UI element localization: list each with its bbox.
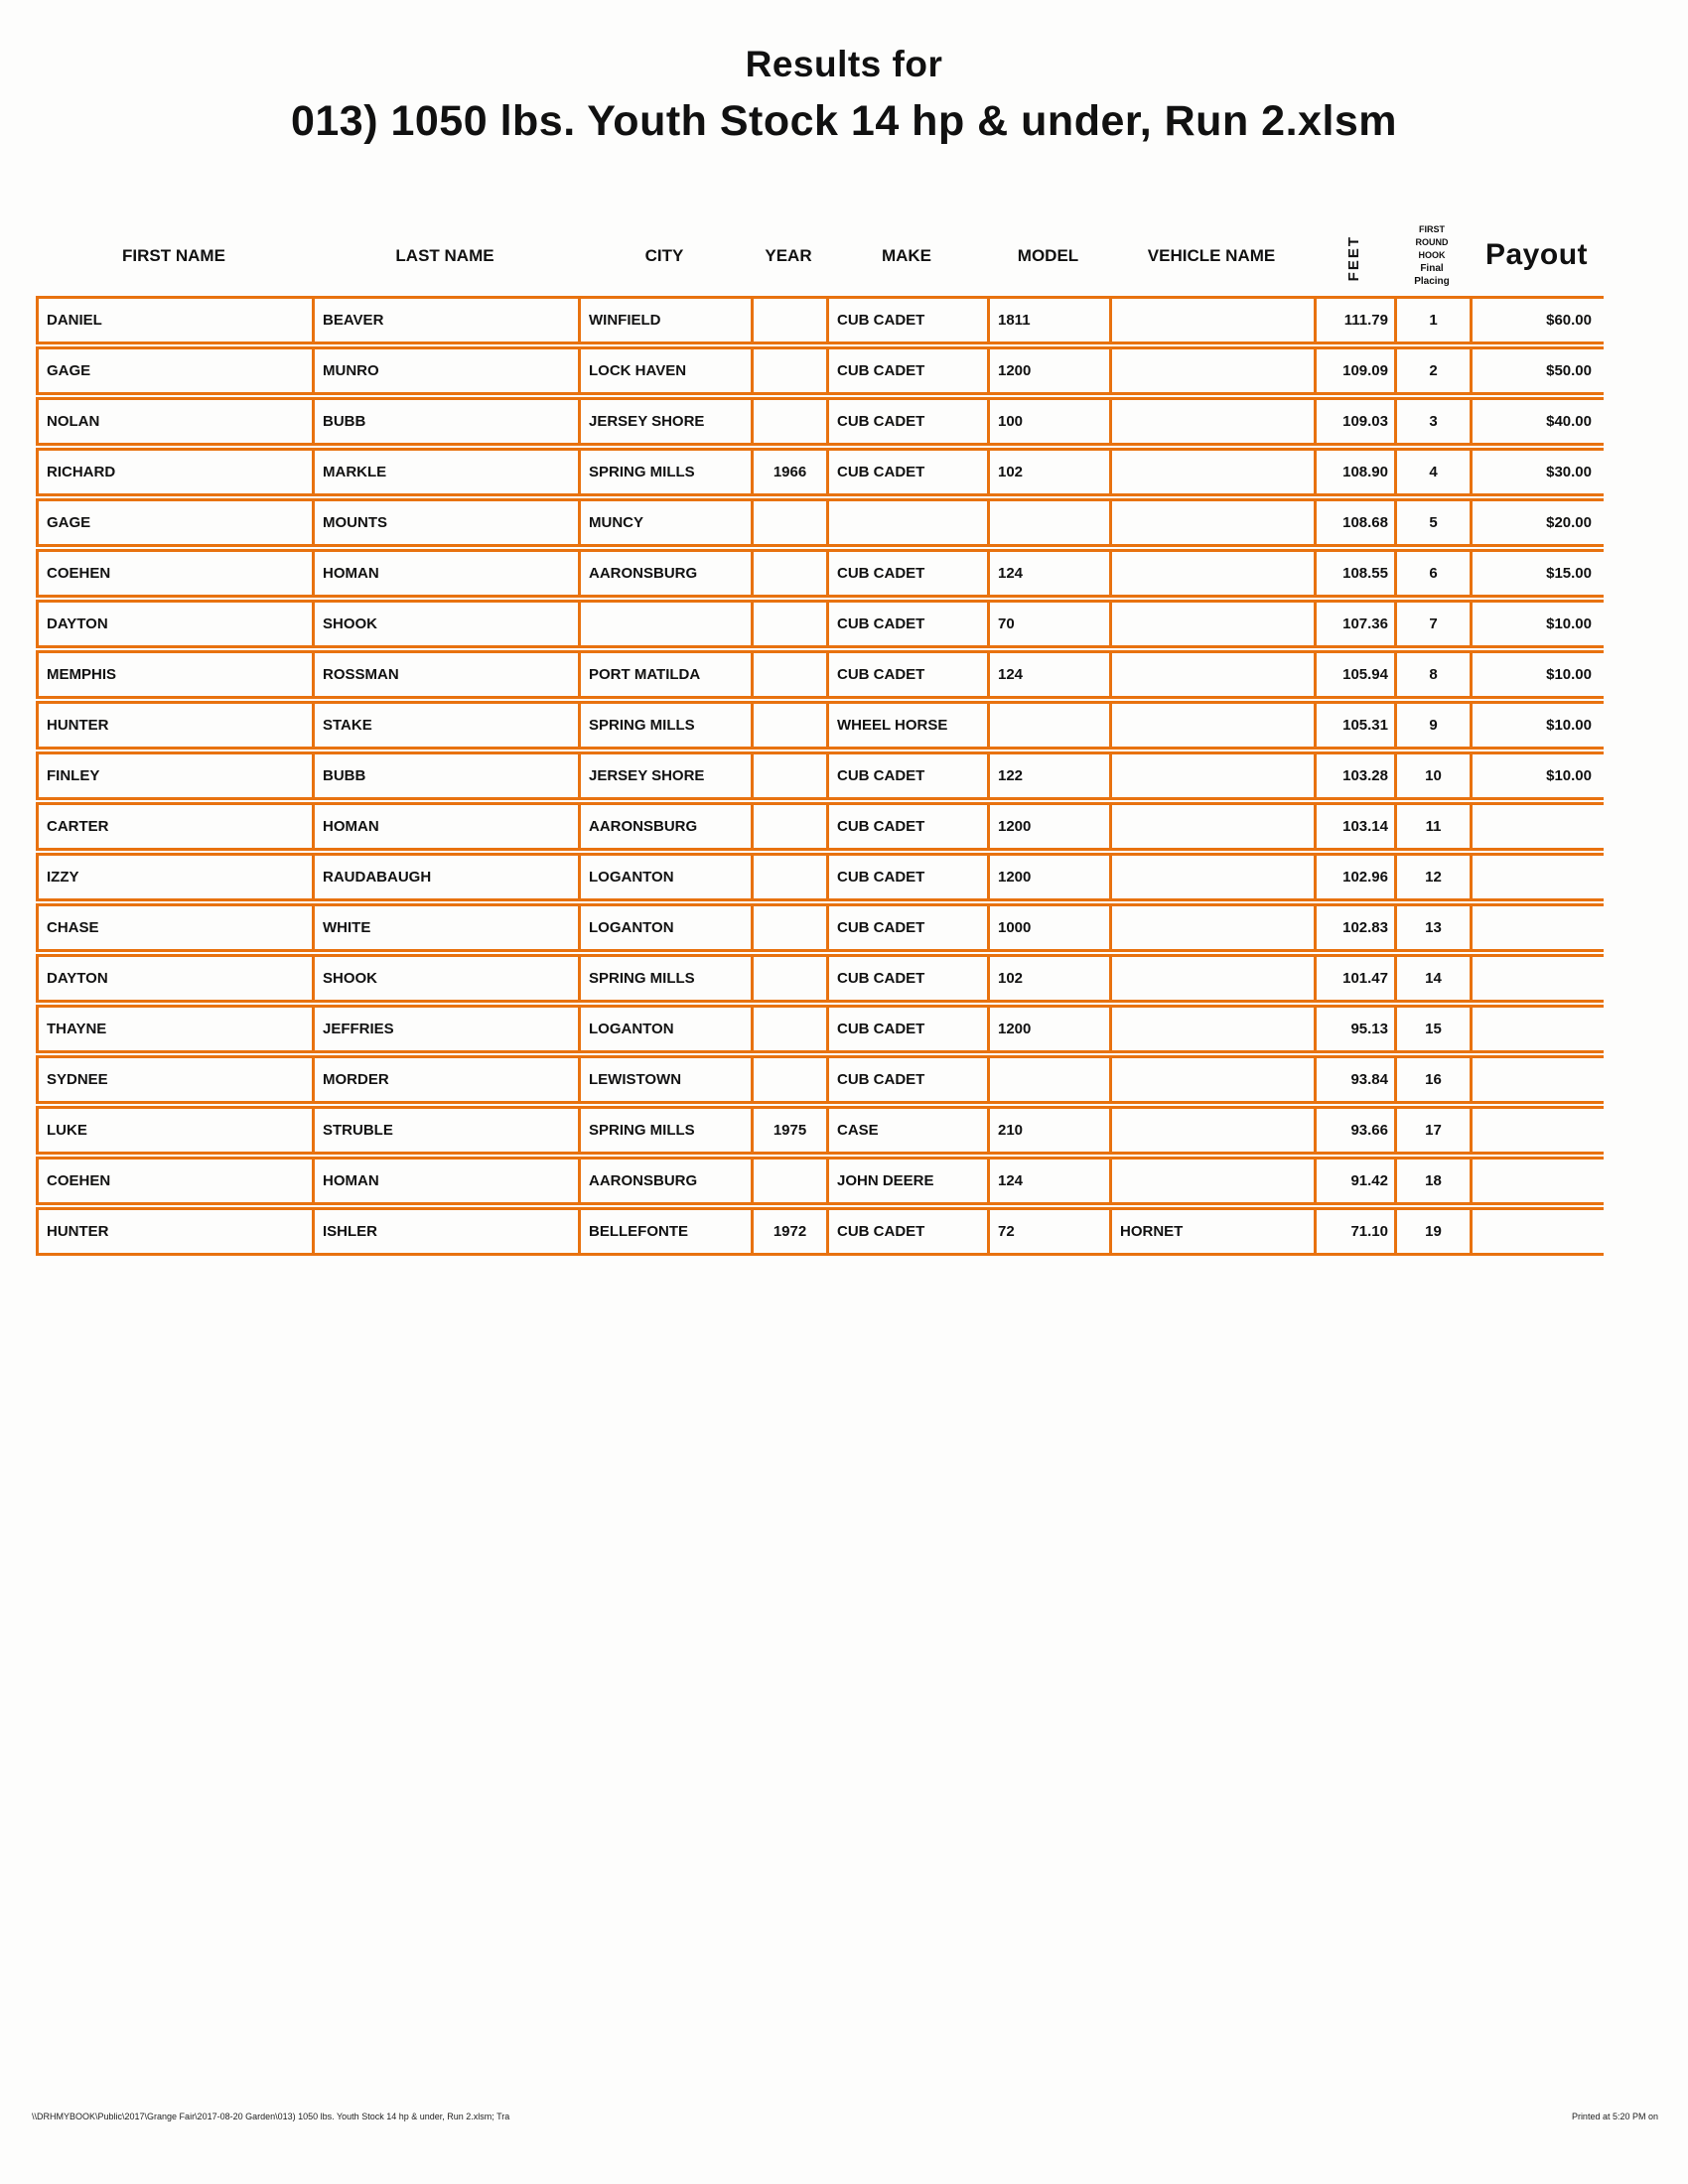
cell-feet: 71.10 <box>1314 1207 1394 1256</box>
cell-vehicle-name <box>1109 498 1314 547</box>
table-row <box>36 549 1604 598</box>
cell-city <box>578 600 751 648</box>
cell-last-name: ISHLER <box>312 1207 578 1256</box>
cell-model: 1200 <box>987 346 1109 395</box>
cell-make: CUB CADET <box>826 903 987 952</box>
cell-feet: 111.79 <box>1314 296 1394 344</box>
cell-feet: 105.94 <box>1314 650 1394 699</box>
cell-vehicle-name <box>1109 1157 1314 1205</box>
cell-vehicle-name <box>1109 1005 1314 1053</box>
cell-make: CUB CADET <box>826 1055 987 1104</box>
table-row <box>36 600 1604 648</box>
cell-year <box>751 600 826 648</box>
cell-last-name: RAUDABAUGH <box>312 853 578 901</box>
table-row <box>36 448 1604 496</box>
cell-first-name: COEHEN <box>36 549 312 598</box>
cell-placing: 11 <box>1394 802 1470 851</box>
cell-last-name: HOMAN <box>312 802 578 851</box>
cell-vehicle-name <box>1109 346 1314 395</box>
col-header-vehicle-name: VEHICLE NAME <box>1147 246 1276 265</box>
cell-city: JERSEY SHORE <box>578 751 751 800</box>
cell-model <box>987 1055 1109 1104</box>
cell-last-name: BEAVER <box>312 296 578 344</box>
cell-city: LEWISTOWN <box>578 1055 751 1104</box>
table-row <box>36 397 1604 446</box>
table-row <box>36 1106 1604 1155</box>
cell-placing: 14 <box>1394 954 1470 1003</box>
cell-model: 1200 <box>987 853 1109 901</box>
cell-make: CUB CADET <box>826 346 987 395</box>
cell-last-name: BUBB <box>312 751 578 800</box>
hook-line-1: FIRST <box>1419 224 1445 234</box>
cell-make: CUB CADET <box>826 600 987 648</box>
cell-last-name: SHOOK <box>312 954 578 1003</box>
cell-payout <box>1470 853 1604 901</box>
cell-placing: 5 <box>1394 498 1470 547</box>
cell-payout: $30.00 <box>1470 448 1604 496</box>
cell-last-name: MOUNTS <box>312 498 578 547</box>
col-header-first-round-hook <box>1394 152 1470 294</box>
cell-make: CUB CADET <box>826 751 987 800</box>
footer-printed-note: Printed at 5:20 PM on <box>1571 2112 1658 2121</box>
cell-feet: 93.66 <box>1314 1106 1394 1155</box>
cell-first-name: LUKE <box>36 1106 312 1155</box>
cell-first-name: RICHARD <box>36 448 312 496</box>
cell-vehicle-name: HORNET <box>1109 1207 1314 1256</box>
table-row <box>36 346 1604 395</box>
cell-payout <box>1470 1207 1604 1256</box>
table-row <box>36 853 1604 901</box>
cell-payout: $10.00 <box>1470 701 1604 750</box>
cell-last-name: BUBB <box>312 397 578 446</box>
cell-payout: $10.00 <box>1470 751 1604 800</box>
cell-first-name: HUNTER <box>36 1207 312 1256</box>
cell-city: WINFIELD <box>578 296 751 344</box>
table-row <box>36 954 1604 1003</box>
cell-first-name: IZZY <box>36 853 312 901</box>
cell-model: 122 <box>987 751 1109 800</box>
cell-last-name: HOMAN <box>312 549 578 598</box>
cell-make: WHEEL HORSE <box>826 701 987 750</box>
col-header-first-name: FIRST NAME <box>122 246 225 265</box>
hook-line-2: ROUND <box>1415 237 1449 247</box>
page-title-block <box>0 0 1688 146</box>
cell-make: CUB CADET <box>826 954 987 1003</box>
cell-payout <box>1470 1157 1604 1205</box>
cell-make: CUB CADET <box>826 549 987 598</box>
cell-last-name: MARKLE <box>312 448 578 496</box>
cell-last-name: MORDER <box>312 1055 578 1104</box>
cell-vehicle-name <box>1109 1106 1314 1155</box>
cell-vehicle-name <box>1109 802 1314 851</box>
cell-city: SPRING MILLS <box>578 448 751 496</box>
cell-city: JERSEY SHORE <box>578 397 751 446</box>
cell-model: 102 <box>987 954 1109 1003</box>
cell-feet: 109.09 <box>1314 346 1394 395</box>
cell-vehicle-name <box>1109 751 1314 800</box>
col-header-feet <box>1314 152 1394 294</box>
page-title: Results for <box>745 44 943 84</box>
cell-city: AARONSBURG <box>578 1157 751 1205</box>
cell-model: 1811 <box>987 296 1109 344</box>
cell-payout <box>1470 954 1604 1003</box>
cell-placing: 6 <box>1394 549 1470 598</box>
cell-vehicle-name <box>1109 701 1314 750</box>
cell-placing: 16 <box>1394 1055 1470 1104</box>
cell-city: SPRING MILLS <box>578 701 751 750</box>
cell-feet: 108.90 <box>1314 448 1394 496</box>
cell-first-name: HUNTER <box>36 701 312 750</box>
table-row <box>36 802 1604 851</box>
cell-city: AARONSBURG <box>578 549 751 598</box>
cell-model: 124 <box>987 650 1109 699</box>
cell-last-name: WHITE <box>312 903 578 952</box>
cell-year <box>751 397 826 446</box>
feet-vertical-label: FEET <box>1345 234 1362 281</box>
cell-payout: $15.00 <box>1470 549 1604 598</box>
table-row <box>36 498 1604 547</box>
page-subtitle: 013) 1050 lbs. Youth Stock 14 hp & under, Run 2.xlsm <box>290 97 1398 145</box>
table-row <box>36 296 1604 344</box>
cell-make: CUB CADET <box>826 1207 987 1256</box>
cell-last-name: HOMAN <box>312 1157 578 1205</box>
col-header-payout: Payout <box>1484 238 1589 271</box>
cell-model: 70 <box>987 600 1109 648</box>
cell-feet: 103.14 <box>1314 802 1394 851</box>
cell-make: CUB CADET <box>826 802 987 851</box>
col-header-last-name: LAST NAME <box>395 246 494 265</box>
table-row <box>36 1005 1604 1053</box>
cell-last-name: SHOOK <box>312 600 578 648</box>
cell-placing: 10 <box>1394 751 1470 800</box>
cell-model: 124 <box>987 549 1109 598</box>
cell-payout: $20.00 <box>1470 498 1604 547</box>
cell-vehicle-name <box>1109 903 1314 952</box>
footer-file-path: \\DRHMYBOOK\Public\2017\Grange Fair\2017-08-20 Garden\013) 1050 lbs. Youth Stock 14 hp & under, Run 2.xlsm; Tra <box>32 2112 510 2121</box>
cell-feet: 105.31 <box>1314 701 1394 750</box>
cell-make: CUB CADET <box>826 296 987 344</box>
cell-year <box>751 650 826 699</box>
cell-payout: $10.00 <box>1470 650 1604 699</box>
cell-model: 1200 <box>987 1005 1109 1053</box>
cell-payout <box>1470 1005 1604 1053</box>
cell-payout: $60.00 <box>1470 296 1604 344</box>
hook-line-5: Placing <box>1414 276 1450 287</box>
cell-first-name: DAYTON <box>36 600 312 648</box>
cell-vehicle-name <box>1109 549 1314 598</box>
cell-first-name: DANIEL <box>36 296 312 344</box>
cell-vehicle-name <box>1109 600 1314 648</box>
table-row <box>36 1055 1604 1104</box>
cell-placing: 15 <box>1394 1005 1470 1053</box>
cell-model: 124 <box>987 1157 1109 1205</box>
cell-payout <box>1470 903 1604 952</box>
cell-last-name: STRUBLE <box>312 1106 578 1155</box>
cell-model: 72 <box>987 1207 1109 1256</box>
cell-year: 1966 <box>751 448 826 496</box>
cell-year <box>751 954 826 1003</box>
cell-payout: $10.00 <box>1470 600 1604 648</box>
cell-year <box>751 1005 826 1053</box>
cell-first-name: GAGE <box>36 498 312 547</box>
cell-vehicle-name <box>1109 1055 1314 1104</box>
cell-model: 1000 <box>987 903 1109 952</box>
cell-year <box>751 498 826 547</box>
cell-year <box>751 1055 826 1104</box>
cell-vehicle-name <box>1109 448 1314 496</box>
cell-year <box>751 802 826 851</box>
cell-year: 1975 <box>751 1106 826 1155</box>
cell-payout: $40.00 <box>1470 397 1604 446</box>
cell-last-name: ROSSMAN <box>312 650 578 699</box>
cell-first-name: COEHEN <box>36 1157 312 1205</box>
cell-placing: 4 <box>1394 448 1470 496</box>
table-row <box>36 1157 1604 1205</box>
cell-model <box>987 701 1109 750</box>
cell-city: SPRING MILLS <box>578 1106 751 1155</box>
cell-make: CUB CADET <box>826 448 987 496</box>
cell-year: 1972 <box>751 1207 826 1256</box>
cell-last-name: JEFFRIES <box>312 1005 578 1053</box>
cell-placing: 9 <box>1394 701 1470 750</box>
cell-year <box>751 346 826 395</box>
cell-placing: 19 <box>1394 1207 1470 1256</box>
cell-year <box>751 751 826 800</box>
cell-payout <box>1470 1055 1604 1104</box>
cell-feet: 95.13 <box>1314 1005 1394 1053</box>
cell-model: 102 <box>987 448 1109 496</box>
cell-first-name: GAGE <box>36 346 312 395</box>
cell-placing: 3 <box>1394 397 1470 446</box>
cell-placing: 1 <box>1394 296 1470 344</box>
table-row <box>36 903 1604 952</box>
cell-feet: 108.55 <box>1314 549 1394 598</box>
cell-year <box>751 1157 826 1205</box>
cell-make: CUB CADET <box>826 650 987 699</box>
cell-city: LOCK HAVEN <box>578 346 751 395</box>
col-header-make: MAKE <box>881 246 932 265</box>
cell-first-name: NOLAN <box>36 397 312 446</box>
hook-line-3: HOOK <box>1418 250 1446 260</box>
cell-city: BELLEFONTE <box>578 1207 751 1256</box>
cell-city: SPRING MILLS <box>578 954 751 1003</box>
cell-model: 1200 <box>987 802 1109 851</box>
cell-first-name: CHASE <box>36 903 312 952</box>
cell-first-name: CARTER <box>36 802 312 851</box>
cell-model <box>987 498 1109 547</box>
cell-vehicle-name <box>1109 397 1314 446</box>
cell-feet: 102.96 <box>1314 853 1394 901</box>
cell-last-name: STAKE <box>312 701 578 750</box>
cell-feet: 101.47 <box>1314 954 1394 1003</box>
cell-vehicle-name <box>1109 853 1314 901</box>
cell-placing: 18 <box>1394 1157 1470 1205</box>
cell-placing: 8 <box>1394 650 1470 699</box>
cell-year <box>751 549 826 598</box>
cell-payout <box>1470 802 1604 851</box>
cell-year <box>751 701 826 750</box>
cell-feet: 103.28 <box>1314 751 1394 800</box>
cell-first-name: MEMPHIS <box>36 650 312 699</box>
cell-placing: 2 <box>1394 346 1470 395</box>
cell-feet: 91.42 <box>1314 1157 1394 1205</box>
results-table <box>36 150 1604 1258</box>
col-header-city: CITY <box>644 246 684 265</box>
cell-payout <box>1470 1106 1604 1155</box>
cell-city: MUNCY <box>578 498 751 547</box>
cell-model: 210 <box>987 1106 1109 1155</box>
cell-year <box>751 296 826 344</box>
cell-city: AARONSBURG <box>578 802 751 851</box>
cell-feet: 107.36 <box>1314 600 1394 648</box>
cell-make: JOHN DEERE <box>826 1157 987 1205</box>
cell-make: CUB CADET <box>826 853 987 901</box>
col-header-year: YEAR <box>765 246 812 265</box>
cell-last-name: MUNRO <box>312 346 578 395</box>
cell-placing: 17 <box>1394 1106 1470 1155</box>
cell-payout: $50.00 <box>1470 346 1604 395</box>
cell-placing: 7 <box>1394 600 1470 648</box>
cell-vehicle-name <box>1109 296 1314 344</box>
table-row <box>36 1207 1604 1256</box>
cell-first-name: SYDNEE <box>36 1055 312 1104</box>
hook-line-4: Final <box>1420 263 1444 274</box>
cell-vehicle-name <box>1109 954 1314 1003</box>
cell-first-name: FINLEY <box>36 751 312 800</box>
cell-city: LOGANTON <box>578 1005 751 1053</box>
cell-placing: 13 <box>1394 903 1470 952</box>
table-row <box>36 650 1604 699</box>
col-header-model: MODEL <box>1017 246 1079 265</box>
cell-make: CASE <box>826 1106 987 1155</box>
table-row <box>36 751 1604 800</box>
cell-model: 100 <box>987 397 1109 446</box>
cell-make <box>826 498 987 547</box>
cell-make: CUB CADET <box>826 397 987 446</box>
cell-first-name: THAYNE <box>36 1005 312 1053</box>
cell-feet: 93.84 <box>1314 1055 1394 1104</box>
header-row <box>36 152 1604 294</box>
cell-city: LOGANTON <box>578 903 751 952</box>
cell-year <box>751 903 826 952</box>
cell-feet: 108.68 <box>1314 498 1394 547</box>
cell-feet: 102.83 <box>1314 903 1394 952</box>
cell-city: LOGANTON <box>578 853 751 901</box>
cell-city: PORT MATILDA <box>578 650 751 699</box>
cell-placing: 12 <box>1394 853 1470 901</box>
results-table-body <box>36 296 1604 1256</box>
cell-year <box>751 853 826 901</box>
cell-first-name: DAYTON <box>36 954 312 1003</box>
cell-feet: 109.03 <box>1314 397 1394 446</box>
table-row <box>36 701 1604 750</box>
cell-vehicle-name <box>1109 650 1314 699</box>
cell-make: CUB CADET <box>826 1005 987 1053</box>
